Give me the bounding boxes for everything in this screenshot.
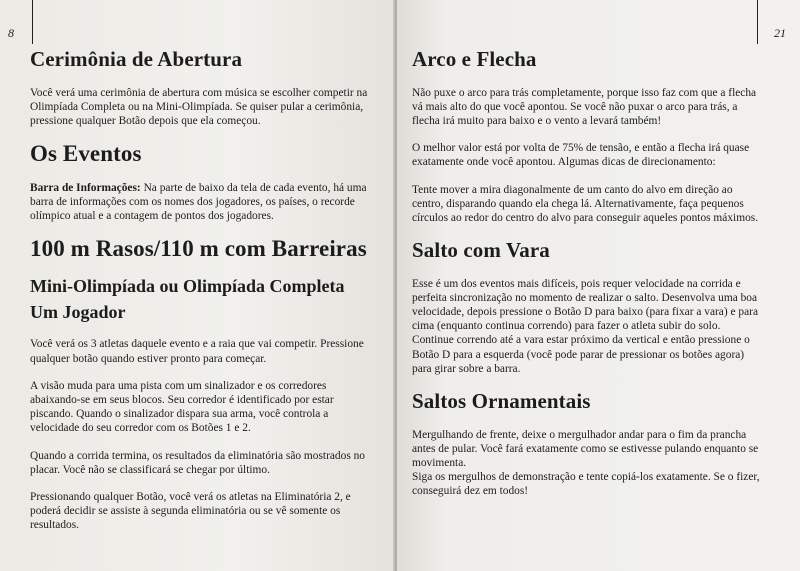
sprint-paragraph-1: Você verá os 3 atletas daquele evento e a raia que vai competir. Pressione qualquer botão quando estiver pronto para começar. xyxy=(30,338,364,365)
archery-paragraph-3: Tente mover a mira diagonalmente de um canto do alvo em direção ao centro, disparando quando ela chega lá. Alternativamente, faça pequenos círculos ao redor do centro do alvo para conseguir aqueles pontos máximos. xyxy=(412,183,759,224)
diving-paragraph-1: Mergulhando de frente, deixe o mergulhador andar para o fim da prancha antes de pular. Você fará exatamente como se estivesse pulando enquanto se movimenta. xyxy=(412,428,759,469)
section-title-events: Os Eventos xyxy=(30,141,142,167)
page-number-left: 8 xyxy=(8,26,14,40)
section-title-sprint: 100 m Rasos/110 m com Barreiras xyxy=(30,236,367,262)
sprint-paragraph-3: Quando a corrida termina, os resultados da eliminatória são mostrados no placar. Você não se classificará se chegar por último. xyxy=(30,449,365,476)
header-rule-right xyxy=(757,0,758,44)
section-title-diving: Saltos Ornamentais xyxy=(412,389,591,414)
info-bar-text: Na parte de baixo da tela de cada evento, há uma barra de informações com os nomes dos jogadores, os países, o recorde olímpico atual e a contagem de pontos dos jogadores. xyxy=(30,181,367,223)
archery-paragraph-2: O melhor valor está por volta de 75% de tensão, e então a flecha irá quase exatamente onde você apontou. Algumas dicas de direcionamento: xyxy=(412,142,750,169)
right-page xyxy=(397,0,800,571)
subtitle-players: Um Jogador xyxy=(30,301,126,322)
sprint-paragraph-4: Pressionando qualquer Botão, você verá os atletas na Eliminatória 2, e poderá decidir se assiste à segunda eliminatória ou se vê somente os resultados. xyxy=(30,491,351,532)
right-page-content xyxy=(412,48,764,512)
left-page xyxy=(0,0,395,571)
diving-paragraph-2: Siga os mergulhos de demonstração e tente copiá-los exatamente. Se o fizer, conseguirá dez em todos! xyxy=(412,471,760,498)
subtitle-mode: Mini-Olimpíada ou Olimpíada Completa xyxy=(30,276,345,297)
section-title-pole-vault: Salto com Vara xyxy=(412,238,550,263)
info-bar-label: Barra de Informações: xyxy=(30,181,141,194)
left-page-content xyxy=(30,48,370,546)
opening-paragraph: Você verá uma cerimônia de abertura com música se escolher competir na Olimpíada Completa ou na Mini-Olimpíada. Se quiser pular a cerimônia, pressione qualquer Botão depois que ela começou. xyxy=(30,86,368,127)
section-title-archery: Arco e Flecha xyxy=(412,47,537,71)
pole-vault-paragraph: Esse é um dos eventos mais difíceis, pois requer velocidade na corrida e perfeita sincronização no momento de realizar o salto. Desenvolva uma boa velocidade, depois pressione o Botão D para baixo (para fixar a vara) e para cima (enquanto continua correndo) para fazer o atleta subir do solo. Continue correndo até a vara estar próximo da vertical e então pressione o Botão D para a esquerda (você pode parar de pressionar os botões agora) para girar sobre a barra. xyxy=(412,277,758,375)
sprint-paragraph-2: A visão muda para uma pista com um sinalizador e os corredores abaixando-se em seus blocos. Seu corredor é identificado por estar piscando. Quando o sinalizador dispara sua arma, você controla a velocidade do seu corredor com os Botões 1 e 2. xyxy=(30,379,334,435)
section-title-opening: Cerimônia de Abertura xyxy=(30,47,243,71)
archery-paragraph-1: Não puxe o arco para trás completamente, porque isso faz com que a flecha vá mais alto do que você apontou. Se você não puxar o arco para trás, a flecha irá muito para baixo e o vento a levará também! xyxy=(412,86,757,127)
header-rule-left xyxy=(32,0,33,44)
page-number-right: 21 xyxy=(774,26,786,40)
events-info-paragraph xyxy=(30,181,370,224)
